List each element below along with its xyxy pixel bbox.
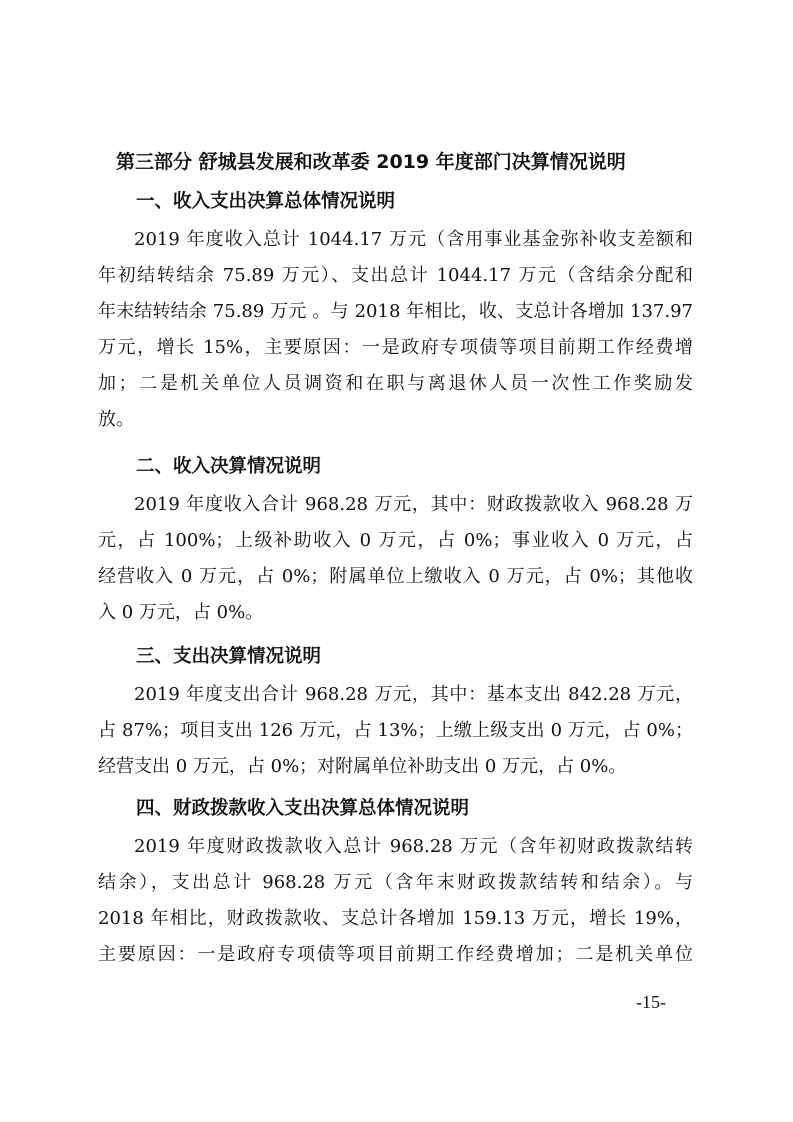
page-number: -15- (636, 992, 666, 1012)
paragraph-line: 加；二是机关单位人员调资和在职与离退休人员一次性工作奖励发 (98, 373, 693, 394)
paragraph-line: 结余），支出总计 968.28 万元（含年末财政拨款结转和结余）。与 (98, 872, 693, 893)
paragraph-line: 2019 年度收入总计 1044.17 万元（含用事业基金弥补收支差额和 (134, 229, 693, 250)
section-paragraph-3 (98, 677, 693, 785)
page-title: 第三部分 舒城县发展和改革委 2019 年度部门决算情况说明 (116, 151, 626, 173)
section-heading-3: 三、支出决算情况说明 (136, 646, 322, 667)
paragraph-line: 放。 (98, 409, 134, 430)
section-paragraph-1 (98, 222, 693, 438)
paragraph-line: 元，占 100%；上级补助收入 0 万元，占 0%；事业收入 0 万元，占 (98, 530, 693, 551)
paragraph-line: 年末结转结余 75.89 万元 。与 2018 年相比，收、支总计各增加 137.97 (98, 301, 693, 322)
section-paragraph-2 (98, 487, 693, 631)
section-heading-2: 二、收入决算情况说明 (136, 456, 322, 477)
paragraph-line: 占 87%；项目支出 126 万元，占 13%；上缴上级支出 0 万元，占 0%； (98, 720, 693, 741)
paragraph-line: 经营支出 0 万元，占 0%；对附属单位补助支出 0 万元，占 0%。 (98, 756, 627, 777)
paragraph-line: 2019 年度支出合计 968.28 万元，其中：基本支出 842.28 万元， (134, 684, 693, 705)
paragraph-line: 年初结转结余 75.89 万元）、支出总计 1044.17 万元（含结余分配和 (98, 265, 693, 286)
section-heading-1: 一、收入支出决算总体情况说明 (136, 191, 396, 212)
paragraph-line: 经营收入 0 万元，占 0%；附属单位上缴收入 0 万元，占 0%；其他收 (98, 566, 693, 587)
paragraph-line: 主要原因：一是政府专项债等项目前期工作经费增加；二是机关单位 (98, 944, 693, 965)
paragraph-line: 2019 年度收入合计 968.28 万元，其中：财政拨款收入 968.28 万 (134, 494, 693, 515)
section-heading-4: 四、财政拨款收入支出决算总体情况说明 (136, 798, 470, 819)
paragraph-line: 万元，增长 15%，主要原因：一是政府专项债等项目前期工作经费增 (98, 337, 693, 358)
paragraph-line: 2018 年相比，财政拨款收、支总计各增加 159.13 万元，增长 19%， (98, 908, 693, 929)
section-paragraph-4 (98, 829, 693, 973)
paragraph-line: 2019 年度财政拨款收入总计 968.28 万元（含年初财政拨款结转 (134, 836, 693, 857)
paragraph-line: 入 0 万元，占 0%。 (98, 602, 264, 623)
